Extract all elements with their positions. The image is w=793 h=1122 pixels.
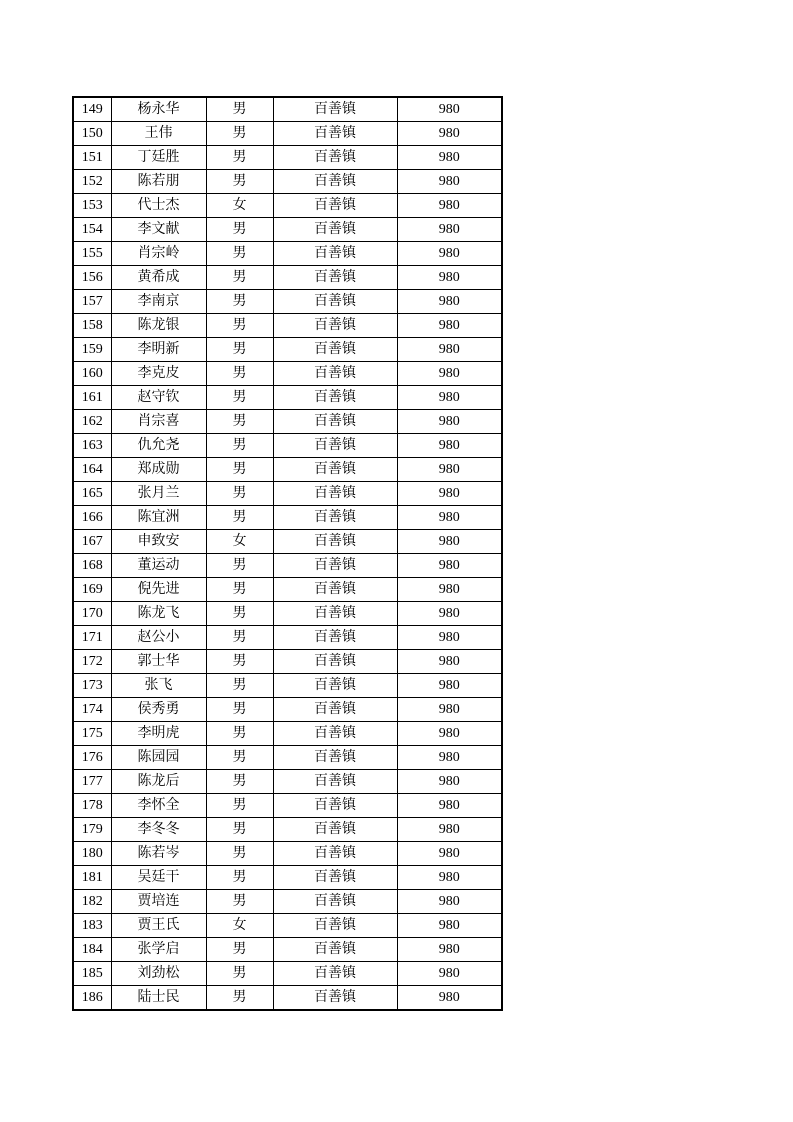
name-cell: 刘劲松 [111,962,206,986]
serial-number-cell: 173 [73,674,111,698]
table-row [73,650,502,674]
name-cell: 李怀全 [111,794,206,818]
table-row [73,146,502,170]
serial-number-cell: 170 [73,602,111,626]
amount-cell: 980 [397,650,502,674]
name-cell: 陈龙飞 [111,602,206,626]
name-cell: 赵公小 [111,626,206,650]
table-row [73,290,502,314]
name-cell: 仇允尧 [111,434,206,458]
amount-cell: 980 [397,242,502,266]
name-cell: 吴廷干 [111,866,206,890]
town-cell: 百善镇 [273,962,397,986]
name-cell: 倪先进 [111,578,206,602]
amount-cell: 980 [397,722,502,746]
serial-number-cell: 161 [73,386,111,410]
gender-cell: 男 [206,338,273,362]
name-cell: 张学启 [111,938,206,962]
serial-number-cell: 186 [73,986,111,1011]
gender-cell: 男 [206,242,273,266]
name-cell: 张月兰 [111,482,206,506]
amount-cell: 980 [397,962,502,986]
serial-number-cell: 154 [73,218,111,242]
table-row [73,722,502,746]
gender-cell: 男 [206,266,273,290]
amount-cell: 980 [397,434,502,458]
table-row [73,458,502,482]
serial-number-cell: 185 [73,962,111,986]
gender-cell: 男 [206,578,273,602]
amount-cell: 980 [397,386,502,410]
name-cell: 陈园园 [111,746,206,770]
serial-number-cell: 174 [73,698,111,722]
town-cell: 百善镇 [273,97,397,122]
gender-cell: 男 [206,746,273,770]
table-row [73,482,502,506]
table-row [73,434,502,458]
serial-number-cell: 178 [73,794,111,818]
serial-number-cell: 167 [73,530,111,554]
serial-number-cell: 156 [73,266,111,290]
serial-number-cell: 183 [73,914,111,938]
gender-cell: 女 [206,914,273,938]
gender-cell: 男 [206,314,273,338]
amount-cell: 980 [397,746,502,770]
town-cell: 百善镇 [273,506,397,530]
table-row [73,122,502,146]
table-row [73,842,502,866]
table-row [73,314,502,338]
town-cell: 百善镇 [273,290,397,314]
town-cell: 百善镇 [273,698,397,722]
name-cell: 陆士民 [111,986,206,1011]
name-cell: 郭士华 [111,650,206,674]
town-cell: 百善镇 [273,626,397,650]
name-cell: 李克皮 [111,362,206,386]
amount-cell: 980 [397,938,502,962]
gender-cell: 男 [206,842,273,866]
name-cell: 侯秀勇 [111,698,206,722]
name-cell: 张飞 [111,674,206,698]
gender-cell: 男 [206,554,273,578]
serial-number-cell: 176 [73,746,111,770]
amount-cell: 980 [397,986,502,1011]
table-row [73,986,502,1011]
town-cell: 百善镇 [273,842,397,866]
gender-cell: 男 [206,794,273,818]
table-row [73,962,502,986]
name-cell: 李南京 [111,290,206,314]
name-cell: 杨永华 [111,97,206,122]
table-row [73,218,502,242]
amount-cell: 980 [397,506,502,530]
serial-number-cell: 162 [73,410,111,434]
gender-cell: 男 [206,962,273,986]
table-row [73,242,502,266]
serial-number-cell: 150 [73,122,111,146]
town-cell: 百善镇 [273,218,397,242]
amount-cell: 980 [397,818,502,842]
gender-cell: 男 [206,458,273,482]
table-row [73,170,502,194]
amount-cell: 980 [397,842,502,866]
gender-cell: 男 [206,97,273,122]
table-row [73,554,502,578]
name-cell: 黄希成 [111,266,206,290]
serial-number-cell: 172 [73,650,111,674]
table-row [73,938,502,962]
amount-cell: 980 [397,218,502,242]
serial-number-cell: 163 [73,434,111,458]
roster-table-body [73,97,502,1010]
gender-cell: 男 [206,890,273,914]
town-cell: 百善镇 [273,458,397,482]
town-cell: 百善镇 [273,386,397,410]
name-cell: 肖宗喜 [111,410,206,434]
table-row [73,530,502,554]
town-cell: 百善镇 [273,794,397,818]
gender-cell: 女 [206,530,273,554]
town-cell: 百善镇 [273,770,397,794]
table-row [73,386,502,410]
town-cell: 百善镇 [273,194,397,218]
amount-cell: 980 [397,674,502,698]
table-row [73,770,502,794]
town-cell: 百善镇 [273,266,397,290]
table-row [73,698,502,722]
amount-cell: 980 [397,314,502,338]
table-row [73,602,502,626]
town-cell: 百善镇 [273,938,397,962]
town-cell: 百善镇 [273,242,397,266]
gender-cell: 男 [206,506,273,530]
amount-cell: 980 [397,626,502,650]
serial-number-cell: 181 [73,866,111,890]
serial-number-cell: 152 [73,170,111,194]
serial-number-cell: 165 [73,482,111,506]
serial-number-cell: 179 [73,818,111,842]
amount-cell: 980 [397,914,502,938]
table-row [73,266,502,290]
name-cell: 陈若朋 [111,170,206,194]
town-cell: 百善镇 [273,362,397,386]
roster-table [72,96,503,1011]
amount-cell: 980 [397,866,502,890]
amount-cell: 980 [397,482,502,506]
town-cell: 百善镇 [273,338,397,362]
gender-cell: 男 [206,818,273,842]
gender-cell: 男 [206,626,273,650]
name-cell: 陈若岑 [111,842,206,866]
serial-number-cell: 177 [73,770,111,794]
serial-number-cell: 164 [73,458,111,482]
town-cell: 百善镇 [273,410,397,434]
name-cell: 郑成勋 [111,458,206,482]
table-row [73,746,502,770]
amount-cell: 980 [397,266,502,290]
town-cell: 百善镇 [273,146,397,170]
name-cell: 申致安 [111,530,206,554]
gender-cell: 男 [206,770,273,794]
town-cell: 百善镇 [273,602,397,626]
serial-number-cell: 180 [73,842,111,866]
table-row [73,194,502,218]
serial-number-cell: 153 [73,194,111,218]
gender-cell: 男 [206,146,273,170]
serial-number-cell: 169 [73,578,111,602]
gender-cell: 男 [206,122,273,146]
serial-number-cell: 168 [73,554,111,578]
town-cell: 百善镇 [273,434,397,458]
table-row [73,506,502,530]
gender-cell: 男 [206,866,273,890]
amount-cell: 980 [397,338,502,362]
name-cell: 李明新 [111,338,206,362]
amount-cell: 980 [397,290,502,314]
gender-cell: 男 [206,290,273,314]
amount-cell: 980 [397,794,502,818]
amount-cell: 980 [397,530,502,554]
serial-number-cell: 155 [73,242,111,266]
gender-cell: 男 [206,170,273,194]
gender-cell: 男 [206,986,273,1011]
town-cell: 百善镇 [273,722,397,746]
name-cell: 董运动 [111,554,206,578]
amount-cell: 980 [397,578,502,602]
town-cell: 百善镇 [273,866,397,890]
town-cell: 百善镇 [273,578,397,602]
serial-number-cell: 166 [73,506,111,530]
table-row [73,97,502,122]
serial-number-cell: 184 [73,938,111,962]
town-cell: 百善镇 [273,122,397,146]
amount-cell: 980 [397,458,502,482]
table-row [73,914,502,938]
name-cell: 肖宗岭 [111,242,206,266]
serial-number-cell: 151 [73,146,111,170]
serial-number-cell: 149 [73,97,111,122]
gender-cell: 男 [206,602,273,626]
table-row [73,578,502,602]
name-cell: 陈龙银 [111,314,206,338]
table-row [73,674,502,698]
table-row [73,890,502,914]
town-cell: 百善镇 [273,818,397,842]
table-row [73,794,502,818]
name-cell: 李明虎 [111,722,206,746]
name-cell: 王伟 [111,122,206,146]
town-cell: 百善镇 [273,914,397,938]
gender-cell: 男 [206,386,273,410]
amount-cell: 980 [397,602,502,626]
town-cell: 百善镇 [273,482,397,506]
serial-number-cell: 157 [73,290,111,314]
table-row [73,818,502,842]
serial-number-cell: 175 [73,722,111,746]
gender-cell: 男 [206,362,273,386]
name-cell: 丁廷胜 [111,146,206,170]
serial-number-cell: 160 [73,362,111,386]
name-cell: 陈龙后 [111,770,206,794]
town-cell: 百善镇 [273,746,397,770]
table-row [73,410,502,434]
serial-number-cell: 182 [73,890,111,914]
gender-cell: 男 [206,722,273,746]
gender-cell: 男 [206,218,273,242]
name-cell: 贾培连 [111,890,206,914]
table-row [73,866,502,890]
town-cell: 百善镇 [273,170,397,194]
amount-cell: 980 [397,890,502,914]
gender-cell: 男 [206,434,273,458]
gender-cell: 男 [206,938,273,962]
gender-cell: 男 [206,410,273,434]
amount-cell: 980 [397,97,502,122]
amount-cell: 980 [397,170,502,194]
table-row [73,362,502,386]
serial-number-cell: 159 [73,338,111,362]
amount-cell: 980 [397,698,502,722]
serial-number-cell: 171 [73,626,111,650]
town-cell: 百善镇 [273,650,397,674]
town-cell: 百善镇 [273,314,397,338]
amount-cell: 980 [397,122,502,146]
amount-cell: 980 [397,410,502,434]
serial-number-cell: 158 [73,314,111,338]
gender-cell: 男 [206,674,273,698]
amount-cell: 980 [397,554,502,578]
town-cell: 百善镇 [273,674,397,698]
town-cell: 百善镇 [273,554,397,578]
name-cell: 陈宜洲 [111,506,206,530]
table-row [73,626,502,650]
gender-cell: 女 [206,194,273,218]
amount-cell: 980 [397,146,502,170]
table-row [73,338,502,362]
name-cell: 代士杰 [111,194,206,218]
name-cell: 贾王氏 [111,914,206,938]
gender-cell: 男 [206,698,273,722]
name-cell: 李冬冬 [111,818,206,842]
town-cell: 百善镇 [273,530,397,554]
amount-cell: 980 [397,770,502,794]
gender-cell: 男 [206,650,273,674]
amount-cell: 980 [397,362,502,386]
name-cell: 赵守钦 [111,386,206,410]
town-cell: 百善镇 [273,890,397,914]
town-cell: 百善镇 [273,986,397,1011]
name-cell: 李文献 [111,218,206,242]
gender-cell: 男 [206,482,273,506]
amount-cell: 980 [397,194,502,218]
